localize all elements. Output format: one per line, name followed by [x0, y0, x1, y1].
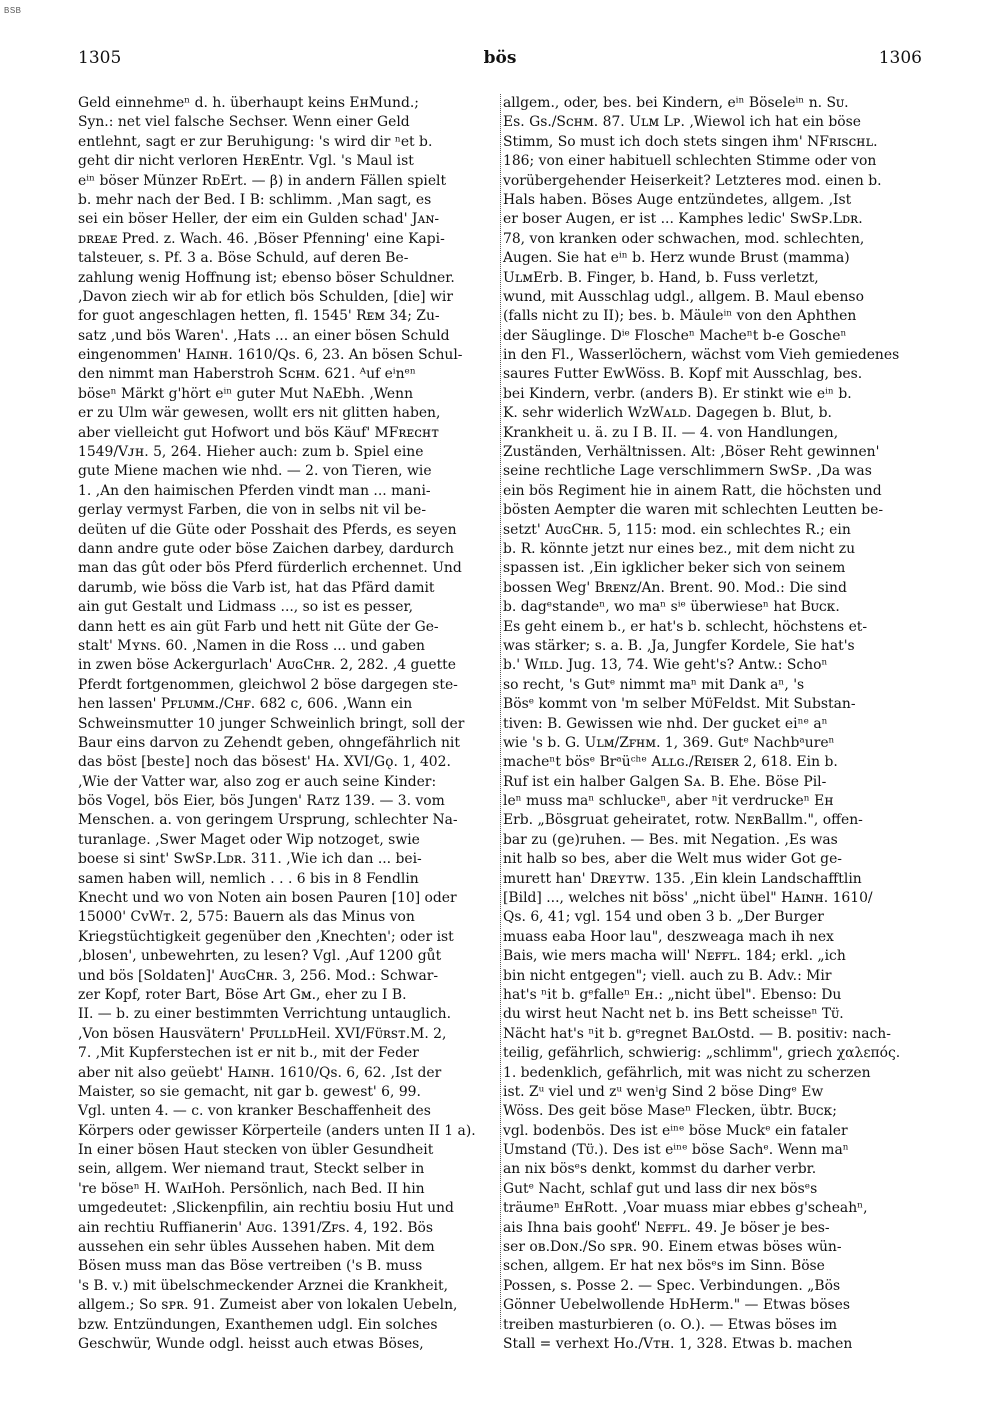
- text-line: bzw. Entzündungen, Exanthemen udgl. Ein solches: [78, 1316, 438, 1333]
- text-line: 're böseⁿ H. WᴀɪHoh. Persönlich, nach Bed. II hin: [78, 1180, 425, 1197]
- text-line: setzt' AᴜɢCʜʀ. 5, 115: mod. ein schlechtes R.; ein: [503, 521, 851, 538]
- text-line: Geschwür, Wunde odgl. heisst auch etwas Böses,: [78, 1336, 424, 1352]
- text-line: eingenommen' Hᴀɪɴʜ. 1610/Qs. 6, 23. An bösen Schul-: [78, 347, 463, 364]
- text-line: 's B. v.) mit übelschmeckender Arznei die Krankheit,: [78, 1277, 448, 1294]
- text-line: for guot angeschlagen hetten, fl. 1545' Rᴇᴍ 34; Zu-: [78, 308, 440, 325]
- text-line: der Säuglinge. Dⁱᵉ Floscheⁿ Macheⁿt b-e Goscheⁿ: [503, 327, 847, 344]
- text-line: [Bild] ..., welches nit böss' „nicht übel" Hᴀɪɴʜ. 1610/: [503, 890, 873, 907]
- text-line: Baur eins darvon zu Zehendt geben, ohngefährlich nit: [78, 734, 460, 751]
- right-column: [503, 94, 923, 1352]
- text-line: dann andre gute oder böse Zaichen darbey, dardurch: [78, 540, 454, 557]
- text-line: Bösᵉ kommt von 'm selber Mᴜ̈Feldst. Mit Substan-: [503, 696, 856, 713]
- text-line: Ruf ist ein halber Galgen Sᴀ. B. Ehe. Böse Pil-: [503, 773, 827, 790]
- text-line: saures Futter EwWöss. B. Kopf mit Ausschlag, bes.: [503, 366, 863, 383]
- text-line: bös Vogel, bös Eier, bös Jungen' Rᴀᴛᴢ 139. — 3. vom: [78, 793, 445, 810]
- text-line: 1549/Vᴊʜ. 5, 264. Hieher auch: zum b. Spiel eine: [78, 444, 424, 461]
- text-line: dann hett es ain güt Farb und hett nit Güte der Ge-: [78, 618, 439, 635]
- text-line: ein bös Regiment hie in ainem Ratt, die höchsten und: [503, 482, 882, 499]
- left-column: [78, 94, 498, 1352]
- column-divider: [500, 94, 501, 1329]
- text-line: aber vielleicht gut Hofwort und bös Käuf' MFʀᴇᴄʜᴛ: [78, 424, 439, 441]
- text-line: hat's ⁿit b. gᵉfalleⁿ Eʜ.: „nicht übel". Ebenso: Du: [503, 986, 842, 1003]
- text-line: Krankheit u. ä. zu I B. II. — 4. von Handlungen,: [503, 424, 839, 441]
- text-line: 15000' CᴠWᴛ. 2, 575: Bauern als das Minus von: [78, 909, 415, 926]
- text-line: UʟᴍErb. B. Finger, b. Hand, b. Fuss verletzt,: [503, 269, 819, 286]
- text-line: spassen ist. ‚Ein igklicher beker sich von seinem: [503, 560, 846, 577]
- text-line: umgedeutet: ‚Slickenpfilin, ain rechtiu bosiu Hut und: [78, 1200, 454, 1217]
- text-line: ain rechtiu Ruffianerin' Aᴜɢ. 1391/Zꜰs. 4, 192. Bös: [78, 1219, 434, 1236]
- text-line: vgl. bodenbös. Des ist eⁱⁿᵉ böse Muckᵉ ein fataler: [503, 1122, 848, 1139]
- text-line: 1. bedenklich, gefährlich, mit was nicht zu scherzen: [503, 1064, 871, 1081]
- page-number-right: 1306: [878, 48, 922, 68]
- text-line: ᴅʀᴇᴀᴇ Pred. z. Wach. 46. ‚Böser Pfenning' eine Kapi-: [78, 230, 445, 247]
- text-line: b. dagᵉstandeⁿ, wo maⁿ sⁱᵉ überwieseⁿ hat Bᴜᴄᴋ.: [503, 599, 840, 616]
- text-line: den nimmt man Haberstroh Sᴄʜᴍ. 621. ᴬuf eⁱnᵉⁿ: [78, 366, 416, 383]
- text-line: Bösen muss man das Böse vertreiben ('s B. muss: [78, 1258, 423, 1275]
- text-line: gute Miene machen wie nhd. — 2. von Tieren, wie: [78, 463, 432, 480]
- text-line: Körpers oder gewisser Körperteile (anders unten II 1 a).: [78, 1122, 476, 1139]
- text-line: ‚blosen', unbewehrten, zu lesen? Vgl. ‚Auf 1200 gůt: [78, 948, 442, 965]
- text-line: Pferdt fortgenommen, gleichwol 2 böse dargegen ste-: [78, 676, 458, 693]
- text-line: wie 's b. G. Uʟᴍ/Zꜰʜᴍ. 1, 369. Gutᵉ Nachbᵃureⁿ: [503, 734, 835, 751]
- text-line: (falls nicht zu II); bes. b. Mäuleⁱⁿ von den Aphthen: [503, 308, 857, 325]
- text-line: zer Kopf, roter Bart, Böse Art Gᴍ., eher zu I B.: [78, 986, 407, 1003]
- text-line: ist. Zᵘ viel und zᵘ wenⁱg Sind 2 böse Dingᵉ Ew: [503, 1083, 824, 1100]
- page-number-left: 1305: [78, 48, 122, 68]
- text-line: b. mehr nach der Bed. I B: schlimm. ‚Man sagt, es: [78, 191, 432, 208]
- text-line: deüten uf die Güte oder Posshait des Pferds, es seyen: [78, 521, 457, 538]
- text-line: bei Kindern, verbr. (anders B). Er stinkt wie eⁱⁿ b.: [503, 385, 852, 402]
- text-line: K. sehr widerlich WᴢWᴀʟᴅ. Dagegen b. Blut, b.: [503, 405, 832, 422]
- text-line: böseⁿ Märkt g'hört eⁱⁿ guter Mut NᴀEbh. ‚Wenn: [78, 385, 414, 402]
- text-line: 1. ‚An den haimischen Pferden vindt man ... mani-: [78, 482, 431, 499]
- text-line: turanlage. ‚Swer Maget oder Wip notzoget, swie: [78, 831, 420, 848]
- text-line: Possen, s. Posse 2. — Spec. Verbindungen. „Bös: [503, 1277, 841, 1294]
- text-line: vorübergehender Heiserkeit? Letzteres mod. einen b.: [503, 172, 882, 189]
- text-line: er zu Ulm wär gewesen, wollt ers nit glitten haben,: [78, 405, 441, 422]
- text-line: Knecht und wo von Noten ain bosen Pauren [10] oder: [78, 890, 457, 907]
- text-line: leⁿ muss maⁿ schluckeⁿ, aber ⁿit verdruckeⁿ Eʜ: [503, 793, 834, 810]
- text-line: Es geht einem b., er hat's b. schlecht, höchstens et-: [503, 618, 868, 635]
- text-line: Geld einnehmeⁿ d. h. überhaupt keins EʜMund.;: [78, 95, 419, 111]
- text-line: sei ein böser Heller, der eim ein Gulden schad' Jᴀɴ-: [78, 211, 440, 228]
- text-line: aber nit also geüebt' Hᴀɪɴʜ. 1610/Qs. 6, 62. ‚Ist der: [78, 1064, 442, 1081]
- text-line: zahlung wenig Hoffnung ist; ebenso böser Schuldner.: [78, 269, 455, 286]
- text-line: Maister, so sie gemacht, nit gar b. gewest' 6, 99.: [78, 1083, 421, 1100]
- text-line: b.' Wɪʟᴅ. Jug. 13, 74. Wie geht's? Antw.: Schoⁿ: [503, 657, 828, 674]
- text-line: Umstand (Tᴜ̈.). Des ist eⁱⁿᵉ böse Sachᵉ. Wenn maⁿ: [503, 1142, 849, 1159]
- text-line: 7. ‚Mit Kupferstechen ist er nit b., mit der Feder: [78, 1045, 419, 1062]
- text-line: nit halb so bes, aber die Welt mus wider Got ge-: [503, 851, 842, 868]
- text-line: darumb, wie böss die Varb ist, hat das Pfärd damit: [78, 579, 435, 596]
- text-line: so recht, 's Gutᵉ nimmt maⁿ mit Dank aⁿ, 's: [503, 676, 805, 693]
- text-line: Qs. 6, 41; vgl. 154 und oben 3 b. „Der Burger: [503, 909, 824, 926]
- text-line: was stärker; s. a. B. ‚Ja, Jungfer Kordele, Sie hat's: [503, 637, 855, 654]
- text-line: Menschen. a. von geringem Ursprung, schlechter Na-: [78, 812, 458, 829]
- text-line: In einer bösen Haut stecken von übler Gesundheit: [78, 1142, 434, 1159]
- text-line: Kriegstüchtigkeit gegenüber den ‚Knechten'; oder ist: [78, 928, 454, 945]
- text-line: Hals haben. Böses Auge entzündetes, allgem. ‚Ist: [503, 191, 852, 208]
- text-line: stalt' Mʏɴs. 60. ‚Namen in die Ross ... und gaben: [78, 637, 425, 654]
- text-line: bin nicht entgegen"; viell. auch zu B. Adv.: Mir: [503, 967, 832, 984]
- text-line: muass eaba Hoor lau", deszweaga mach ih nex: [503, 928, 834, 945]
- text-line: allgem.; So sᴘʀ. 91. Zumeist aber von lokalen Uebeln,: [78, 1297, 458, 1314]
- text-line: an nix bösᵉs denkt, kommst du darher verbr.: [503, 1161, 817, 1178]
- text-line: aussehen ein sehr übles Aussehen haben. Mit dem: [78, 1239, 435, 1256]
- text-line: er boser Augen, er ist ... Kamphes ledic' SwSᴘ.Lᴅʀ.: [503, 211, 863, 228]
- text-line: 78, von kranken oder schwachen, mod. schlechten,: [503, 230, 865, 247]
- page-header: [78, 48, 922, 78]
- text-line: ‚Wie der Vatter war, also zog er auch seine Kinder:: [78, 773, 437, 790]
- text-line: Stimm, So must ich doch stets singen ihm' NFʀɪsᴄʜʟ.: [503, 133, 878, 150]
- text-line: satz ‚und bös Waren'. ‚Hats ... an einer bösen Schuld: [78, 327, 450, 344]
- text-line: das böst [beste] noch das bösest' Hᴀ. XVI/Gǫ. 1, 402.: [78, 754, 451, 771]
- text-line: Erb. „Bösgruat geheiratet, rotw. NᴇʀBallm.", offen-: [503, 812, 863, 829]
- text-line: gerlay vermyst Farben, die von in selbs nit vil be-: [78, 502, 427, 519]
- text-line: Syn.: net viel falsche Sechser. Wenn einer Geld: [78, 114, 410, 131]
- text-line: Gutᵉ Nacht, schlaf gut und lass dir nex bösᵉs: [503, 1180, 818, 1197]
- text-line: II. — b. zu einer bestimmten Verrichtung untauglich.: [78, 1006, 451, 1023]
- text-line: Es. Gs./Sᴄʜᴍ. 87. Uʟᴍ Lᴘ. ‚Wiewol ich hat ein böse: [503, 114, 861, 131]
- text-line: Zuständen, Verhältnissen. Alt: ‚Böser Reht gewinnen': [503, 444, 880, 461]
- text-line: eⁱⁿ böser Münzer RᴅErt. — β) in andern Fällen spielt: [78, 172, 447, 189]
- text-line: treiben masturbieren (o. O.). — Etwas böses im: [503, 1316, 837, 1333]
- text-line: Nächt hat's ⁿit b. gᵉregnet BᴀʟOstd. — B. positiv: nach-: [503, 1025, 891, 1042]
- text-line: sein, allgem. Wer niemand traut, Steckt selber in: [78, 1161, 425, 1178]
- text-line: Wöss. Des geit böse Maseⁿ Flecken, übtr. Bᴜᴄᴋ;: [503, 1103, 837, 1120]
- text-line: bösten Aempter die waren mit schlechten Leutten be-: [503, 502, 884, 519]
- text-line: schen, allgem. Er hat nex bösᵉs im Sinn. Böse: [503, 1258, 825, 1275]
- text-line: in zwen böse Ackergurlach' AᴜɢCʜʀ. 2, 282. ‚4 guette: [78, 657, 456, 674]
- text-line: 186; von einer habituell schlechten Stimme oder von: [503, 153, 877, 170]
- text-line: ser ᴏʙ.Dᴏɴ./So sᴘʀ. 90. Einem etwas böses wün-: [503, 1239, 842, 1256]
- text-line: bar zu (ge)ruhen. — Bes. mit Negation. ‚Es was: [503, 831, 838, 848]
- text-line: man das gût oder bös Pferd fürderlich erchennet. Und: [78, 560, 462, 577]
- text-line: samen haben will, nemlich . . . 6 bis in 8 Fendlin: [78, 870, 419, 887]
- library-stamp: BSB: [4, 6, 22, 15]
- text-line: und bös [Soldaten]' AᴜɢCʜʀ. 3, 256. Mod.: Schwar-: [78, 967, 439, 984]
- text-line: macheⁿt bösᵉ Brᵃüᶜʰᵉ Aʟʟɢ./Rᴇɪsᴇʀ 2, 618. Ein b.: [503, 754, 838, 771]
- text-line: ‚Von bösen Hausvätern' PꜰᴜʟʟᴅHeil. XVI/Fᴜ̈ʀsᴛ.M. 2,: [78, 1025, 447, 1042]
- text-line: seine rechtliche Lage verschlimmern SwSᴘ. ‚Da was: [503, 463, 872, 480]
- text-line: talsteuer, s. Pf. 3 a. Böse Schuld, auf deren Be-: [78, 250, 409, 267]
- text-line: ais Ihna bais goohť' Nᴇꜰꜰʟ. 49. Je böser je bes-: [503, 1219, 830, 1236]
- text-line: b. R. könnte jetzt nur eines bez., mit dem nicht zu: [503, 540, 856, 557]
- text-line: Augen. Sie hat eⁱⁿ b. Herz wunde Brust (mamma): [503, 250, 850, 267]
- text-line: geht dir nicht verloren HᴇʀEntr. Vgl. 's Maul ist: [78, 153, 414, 170]
- text-line: in den Fl., Wasserlöchern, wächst vom Vieh gemiedenes: [503, 347, 900, 364]
- text-line: tiven: B. Gewissen wie nhd. Der gucket eiⁿᵉ aⁿ: [503, 715, 828, 732]
- text-line: allgem., oder, bes. bei Kindern, eⁱⁿ Böseleⁱⁿ n. Sᴜ.: [503, 95, 849, 111]
- text-line: Bais, wie mers macha will' Nᴇꜰꜰʟ. 184; erkl. „ich: [503, 948, 846, 965]
- text-line: du wirst heut Nacht net b. ins Bett scheisseⁿ Tᴜ̈.: [503, 1006, 844, 1023]
- text-line: Stall = verhext Hᴏ./Vᴛʜ. 1, 328. Etwas b. machen: [503, 1336, 853, 1352]
- text-line: ‚Davon ziech wir ab for etlich bös Schulden, [die] wir: [78, 288, 453, 305]
- text-line: träumeⁿ EʜRott. ‚Voar muass miar ebbes g'scheahⁿ,: [503, 1200, 868, 1217]
- running-headword: bös: [483, 48, 517, 68]
- text-line: Schweinsmutter 10 junger Schweinlich bringt, soll der: [78, 715, 465, 732]
- text-line: entlehnt, sagt er zur Beruhigung: 's wird dir ⁿet b.: [78, 133, 433, 150]
- text-line: ain gut Gestalt und Lidmass ..., so ist es pesser,: [78, 599, 413, 616]
- text-line: boese si sint' SwSᴘ.Lᴅʀ. 311. ‚Wie ich dan ... bei-: [78, 851, 422, 868]
- text-line: bossen Weg' Bʀᴇɴᴢ/An. Brent. 90. Mod.: Die sind: [503, 579, 847, 596]
- text-line: hen lassen' Pꜰʟᴜᴍᴍ./Cʜꜰ. 682 c, 606. ‚Wann ein: [78, 696, 413, 713]
- text-line: murett han' Dʀᴇʏᴛᴡ. 135. ‚Ein klein Landschafftlin: [503, 870, 862, 887]
- text-line: Vgl. unten 4. — c. von kranker Beschaffenheit des: [78, 1103, 431, 1120]
- text-line: wund, mit Ausschlag udgl., allgem. B. Maul ebenso: [503, 288, 864, 305]
- text-line: Gönner Uebelwollende HᴅHerm." — Etwas böses: [503, 1297, 851, 1314]
- text-line: teilig, gefährlich, schwierig: „schlimm", griech χαλεπός.: [503, 1045, 901, 1062]
